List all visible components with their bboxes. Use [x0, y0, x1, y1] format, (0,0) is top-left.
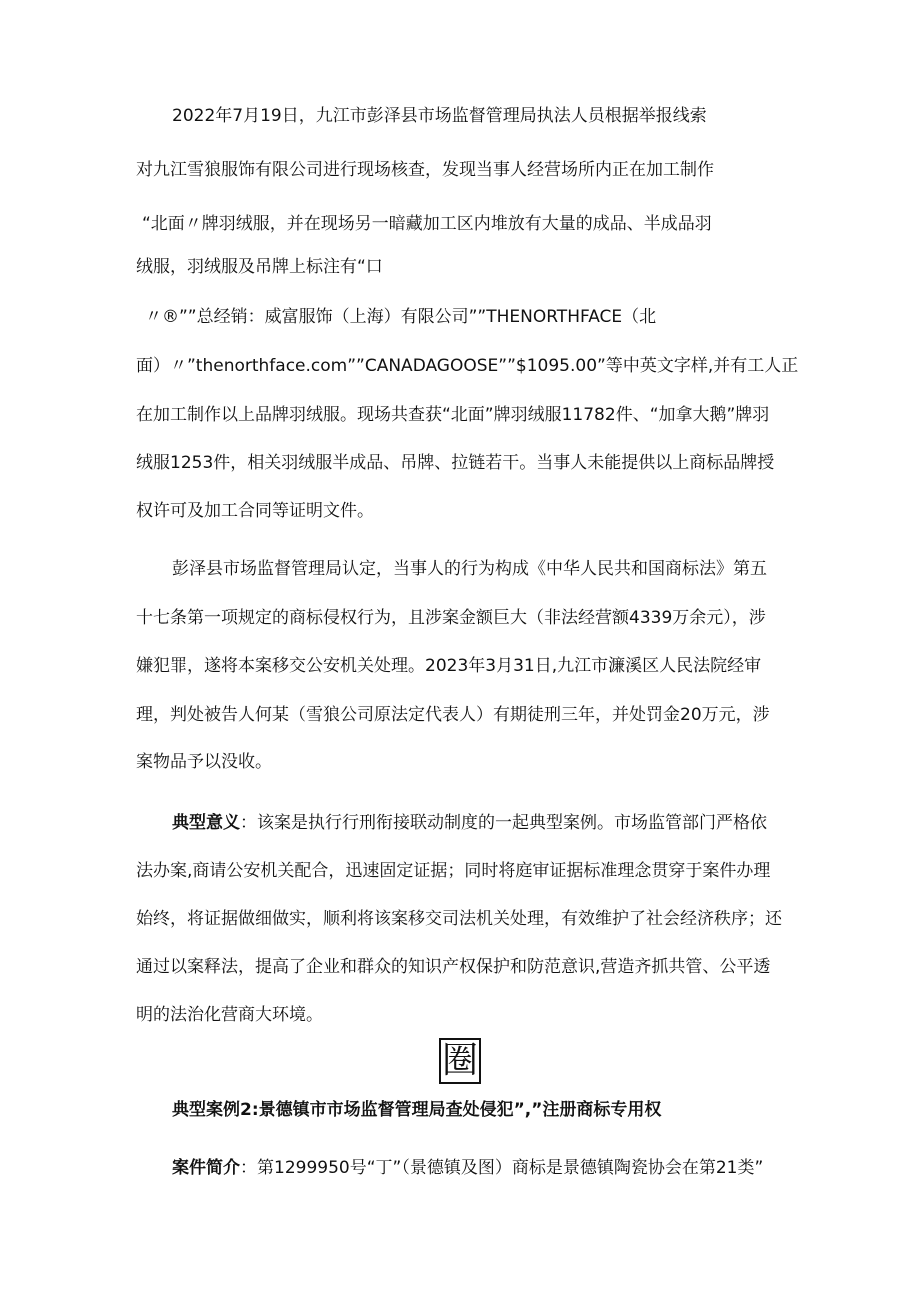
significance-line — [172, 811, 767, 835]
case1-line: 对九江雪狼服饰有限公司进行现场核查，发现当事人经营场所内正在加工制作 — [136, 160, 714, 180]
case2-intro-text: ：第1299950号“丁”（景德镇及图）商标是景德镇陶瓷协会在第21类” — [240, 1158, 764, 1178]
case1-line: 绒服1253件，相关羽绒服半成品、吊牌、拉链若干。当事人未能提供以上商标品牌授 — [136, 453, 775, 473]
case1-line: 十七条第一项规定的商标侵权行为，且涉案金额巨大（非法经营额4339万余元），涉 — [136, 608, 766, 628]
case1-line: 权许可及加工合同等证明文件。 — [136, 501, 374, 521]
case1-line: “北面〃牌羽绒服，并在现场另一暗藏加工区内堆放有大量的成品、半成品羽 — [142, 214, 712, 234]
case1-line: 2022年7月19日，九江市彭泽县市场监督管理局执法人员根据举报线索 — [172, 106, 707, 126]
case1-line: 绒服，羽绒服及吊牌上标注有“口 — [136, 257, 383, 277]
case2-intro-line — [172, 1156, 763, 1180]
case1-line: 〃®””总经销：威富服饰（上海）有限公司””THENORTHFACE（北 — [145, 307, 657, 327]
case1-line: 彭泽县市场监督管理局认定，当事人的行为构成《中华人民共和国商标法》第五 — [172, 559, 767, 579]
significance-line: 明的法治化营商大环境。 — [136, 1005, 323, 1025]
significance-label: 典型意义 — [172, 813, 240, 833]
case2-title: 典型案例2:景德镇市市场监督管理局查处侵犯”,”注册商标专用权 — [172, 1100, 662, 1120]
case1-line: 理，判处被告人何某（雪狼公司原法定代表人）有期徒刑三年，并处罚金20万元，涉 — [136, 705, 770, 725]
case1-line: 在加工制作以上品牌羽绒服。现场共查获“北面”牌羽绒服11782件、“加拿大鹅”牌羽 — [136, 405, 770, 425]
significance-text: ：该案是执行行刑衔接联动制度的一起典型案例。市场监管部门严格依 — [240, 813, 767, 833]
significance-line: 始终，将证据做细做实，顺利将该案移交司法机关处理，有效维护了社会经济秩序；还 — [136, 909, 782, 929]
significance-line: 法办案,商请公安机关配合，迅速固定证据；同时将庭审证据标准理念贯穿于案件办理 — [136, 861, 771, 881]
emblem-icon: 圈 — [439, 1038, 481, 1084]
case1-line: 嫌犯罪，遂将本案移交公安机关处理。2023年3月31日,九江市濂溪区人民法院经审 — [136, 656, 762, 676]
case1-line: 面）〃”thenorthface.com””CANADAGOOSE””$1095.00”等中英文字样,并有工人正 — [136, 356, 799, 376]
case2-intro-label: 案件简介 — [172, 1158, 240, 1178]
case1-line: 案物品予以没收。 — [136, 752, 272, 772]
significance-line: 通过以案释法，提高了企业和群众的知识产权保护和防范意识,营造齐抓共管、公平透 — [136, 957, 771, 977]
